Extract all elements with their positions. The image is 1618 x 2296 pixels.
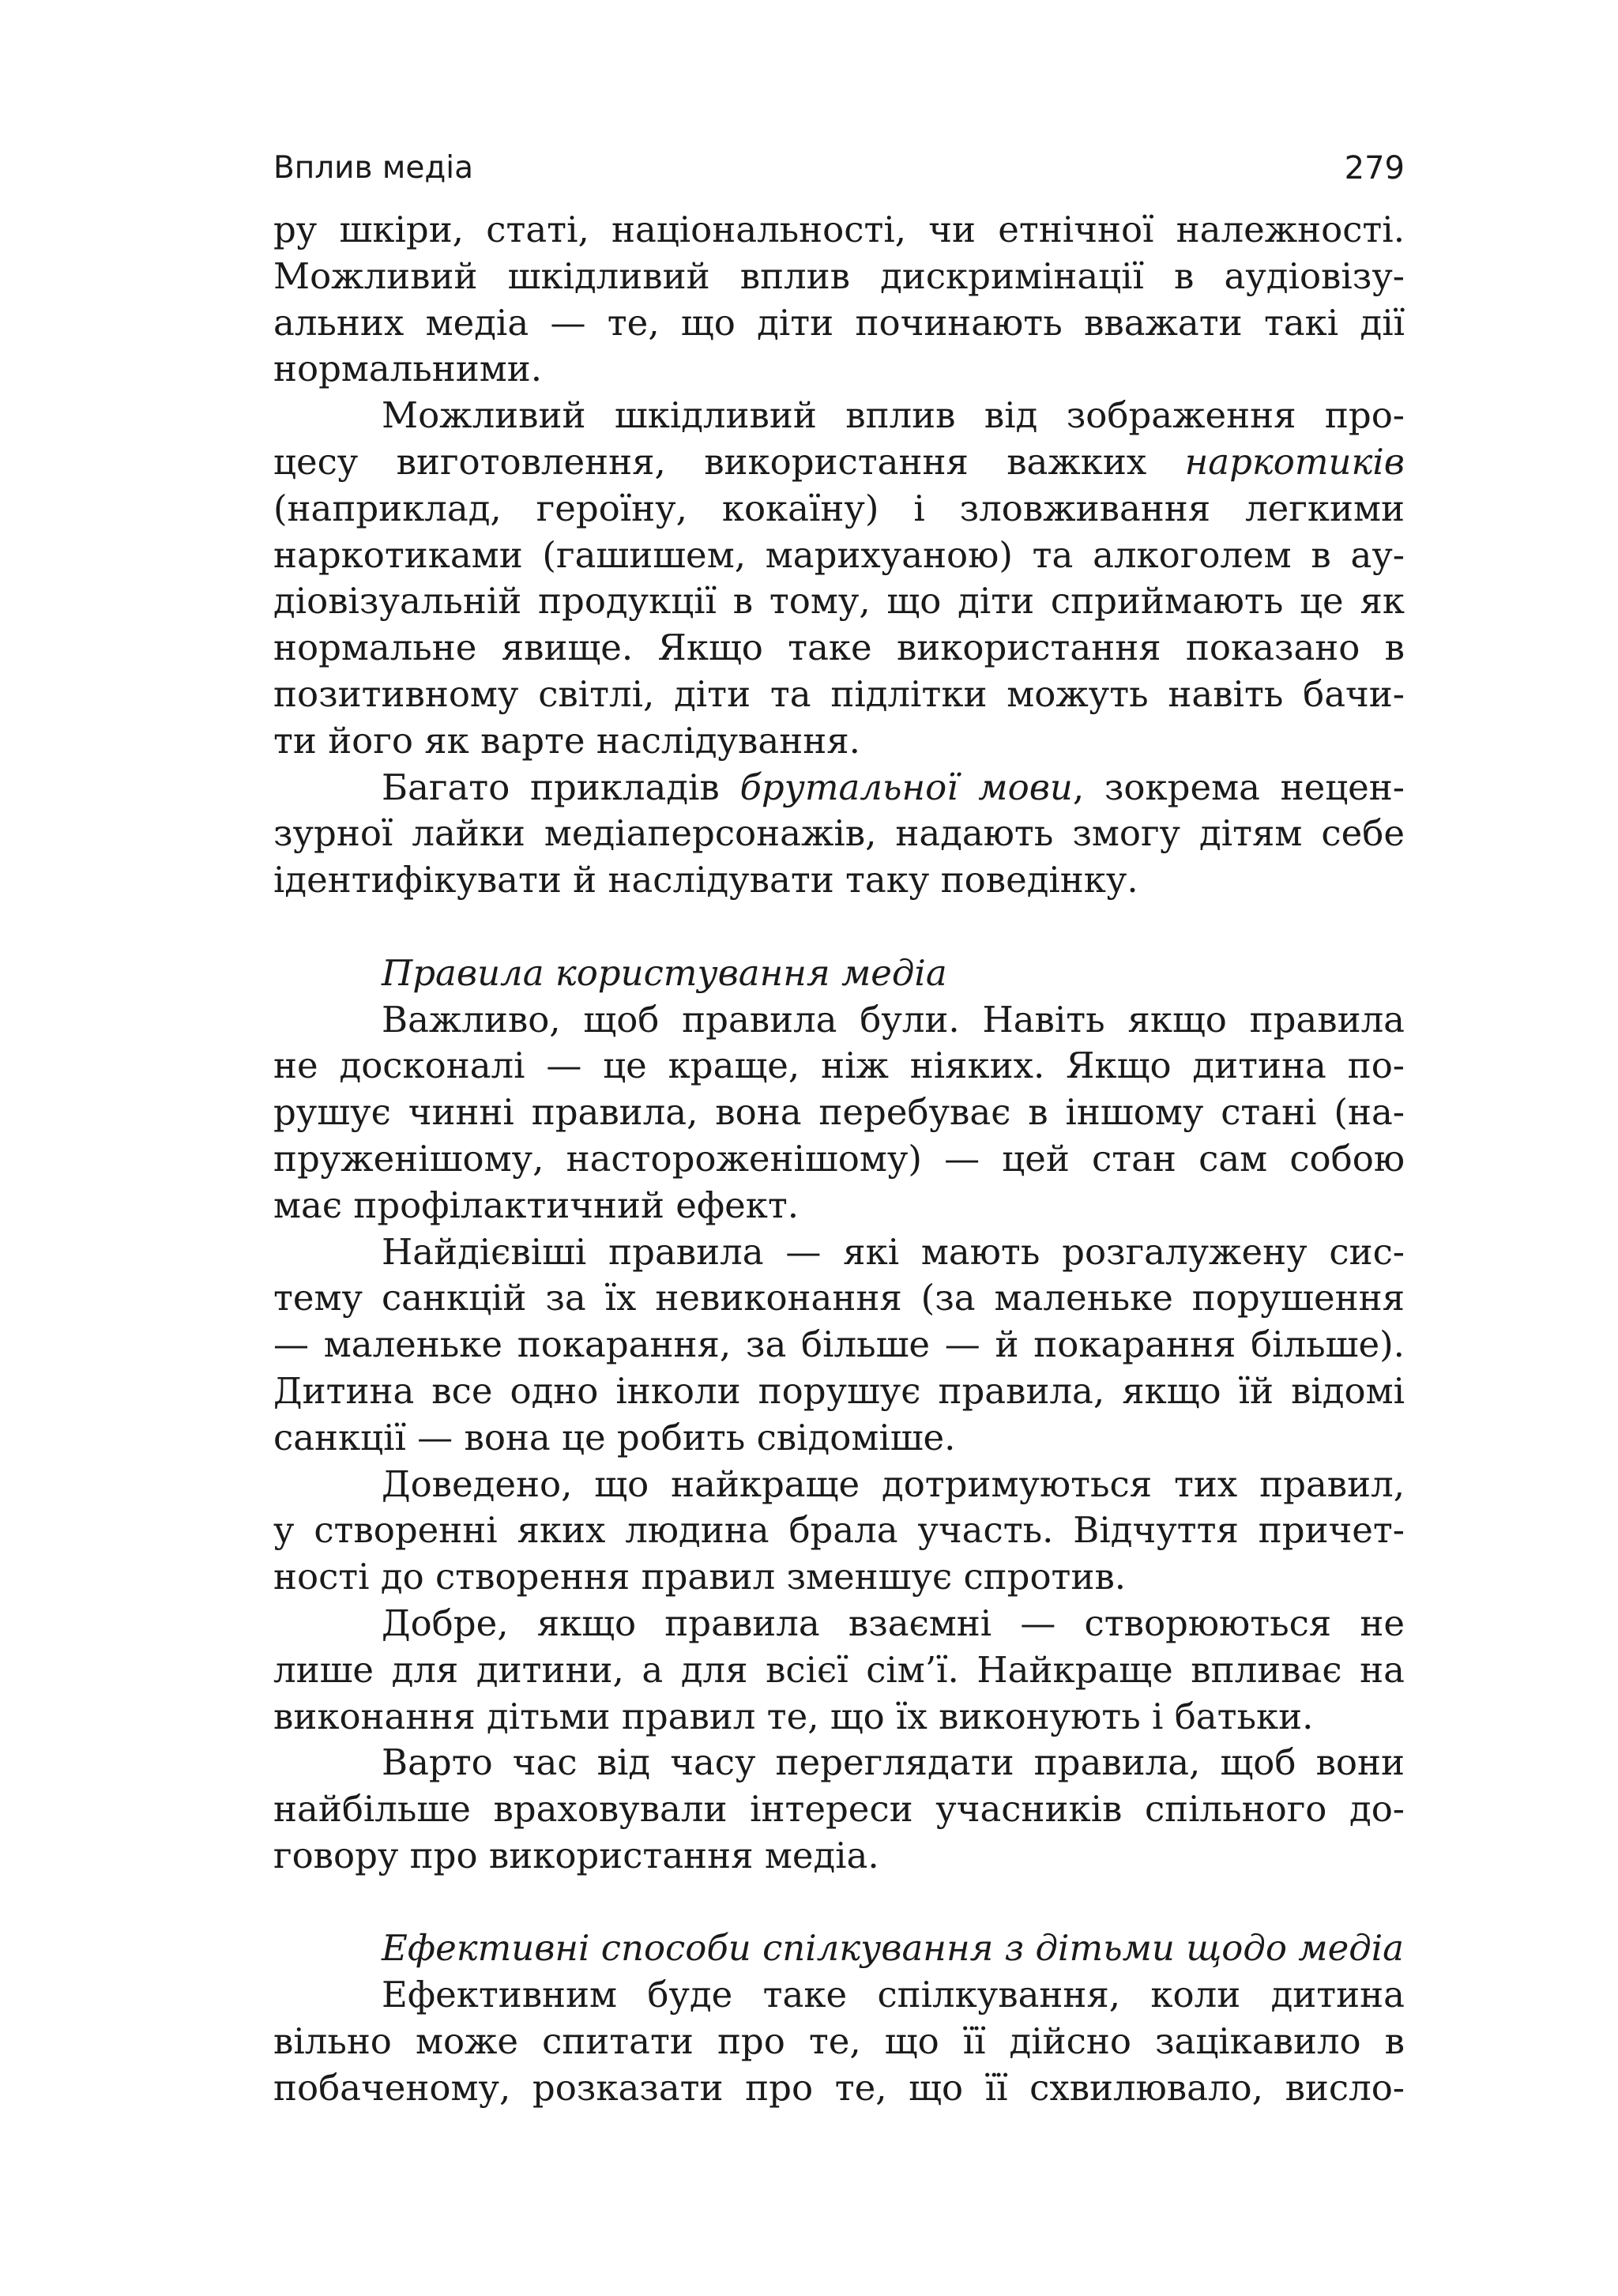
text-line bbox=[273, 1275, 1405, 1322]
text-line bbox=[273, 765, 1405, 811]
text-line bbox=[273, 1183, 1405, 1229]
text-segment: ти його як варте наслідування. bbox=[273, 719, 860, 762]
text-line bbox=[273, 1090, 1405, 1136]
text-line bbox=[273, 672, 1405, 718]
text-segment: — маленьке покарання, за більше — й покарання більше). bbox=[273, 1323, 1405, 1366]
text-segment: ру шкіри, статі, національності, чи етнічної належності. bbox=[273, 209, 1405, 250]
text-line bbox=[273, 857, 1405, 904]
text-segment: Можливий шкідливий вплив від зображення про- bbox=[382, 394, 1405, 437]
text-segment: виконання дітьми правил те, що їх виконують і батьки. bbox=[273, 1695, 1314, 1737]
text-segment: позитивному світлі, діти та підлітки можуть навіть бачи- bbox=[273, 672, 1405, 715]
text-line bbox=[273, 1368, 1405, 1415]
text-line bbox=[273, 1507, 1405, 1554]
text-segment: тему санкцій за їх невиконання (за маленьке порушення bbox=[273, 1277, 1405, 1319]
text-line bbox=[273, 486, 1405, 533]
text-segment: нормальне явище. Якщо таке використання показано в bbox=[273, 627, 1405, 669]
text-segment: Доведено, що найкраще дотримуються тих правил, bbox=[382, 1462, 1405, 1505]
text-segment: ідентифікувати й наслідувати таку поведінку. bbox=[273, 859, 1138, 901]
text-segment: лише для дитини, а для всієї сім’ї. Найкраще впливає на bbox=[273, 1648, 1405, 1691]
text-line bbox=[273, 1740, 1405, 1786]
text-line bbox=[273, 1136, 1405, 1183]
text-segment: , зокрема нецен- bbox=[1072, 766, 1405, 808]
text-segment: санкції — вона це робить свідоміше. bbox=[273, 1416, 956, 1459]
text-line bbox=[273, 439, 1405, 486]
section-heading bbox=[273, 950, 1405, 997]
text-segment: пруженішому, настороженішому) — цей стан сам собою bbox=[273, 1137, 1405, 1180]
text-segment: зурної лайки медіаперсонажів, надають змогу дітям себе bbox=[273, 812, 1405, 855]
text-segment: альних медіа — те, що діти починають вважати такі дії bbox=[273, 301, 1405, 344]
text-line bbox=[273, 1043, 1405, 1090]
text-line bbox=[273, 393, 1405, 439]
text-line bbox=[273, 1229, 1405, 1276]
italic-text: брутальної мови bbox=[739, 766, 1073, 808]
paragraph-gap bbox=[273, 1880, 1405, 1926]
text-segment: Важливо, щоб правила були. Навіть якщо правила bbox=[382, 998, 1405, 1041]
text-line bbox=[273, 1972, 1405, 2019]
text-segment: нормальними. bbox=[273, 348, 543, 390]
text-line bbox=[273, 207, 1405, 254]
text-line bbox=[273, 1786, 1405, 1833]
text-segment: Варто час від часу переглядати правила, щоб вони bbox=[382, 1741, 1405, 1784]
text-segment: не досконалі — це краще, ніж ніяких. Якщо дитина по- bbox=[273, 1044, 1405, 1087]
body-text bbox=[273, 207, 1405, 2112]
italic-text: Ефективні способи спілкування з дітьми щодо медіа bbox=[382, 1927, 1404, 1970]
paragraph-gap bbox=[273, 904, 1405, 950]
text-line bbox=[273, 1554, 1405, 1601]
text-line bbox=[273, 346, 1405, 393]
text-segment: (наприклад, героїну, кокаїну) і зловживання легкими bbox=[273, 487, 1405, 529]
text-line bbox=[273, 1415, 1405, 1462]
text-line bbox=[273, 811, 1405, 857]
text-line bbox=[273, 997, 1405, 1044]
page-number: 279 bbox=[1344, 150, 1405, 186]
text-line bbox=[273, 300, 1405, 347]
text-line bbox=[273, 254, 1405, 300]
text-segment: найбільше враховували інтереси учасників спільного до- bbox=[273, 1788, 1405, 1831]
text-segment: говору про використання медіа. bbox=[273, 1834, 879, 1876]
text-segment: Можливий шкідливий вплив дискримінації в аудіовізу- bbox=[273, 254, 1405, 297]
text-segment: Ефективним буде таке спілкування, коли дитина bbox=[382, 1974, 1405, 2016]
text-line bbox=[273, 1322, 1405, 1368]
text-segment: наркотиками (гашишем, марихуаною) та алкоголем в ау- bbox=[273, 533, 1405, 576]
text-segment: цесу виготовлення, використання важких bbox=[273, 440, 1185, 483]
text-segment: у створенні яких людина брала участь. Відчуття причет- bbox=[273, 1509, 1405, 1552]
text-segment: Добре, якщо правила взаємні — створюються не bbox=[382, 1602, 1405, 1644]
text-segment: побаченому, розказати про те, що її схвилювало, висло- bbox=[273, 2066, 1405, 2109]
text-segment: має профілактичний ефект. bbox=[273, 1184, 800, 1226]
text-line bbox=[273, 578, 1405, 625]
text-segment: Найдієвіші правила — які мають розгалужену сис- bbox=[382, 1230, 1405, 1273]
italic-text: Правила користування медіа bbox=[382, 951, 947, 994]
text-segment: вільно може спитати про те, що її дійсно зацікавило в bbox=[273, 2020, 1405, 2063]
text-line bbox=[273, 1601, 1405, 1647]
running-head bbox=[273, 149, 1405, 188]
text-segment: рушує чинні правила, вона перебуває в іншому стані (на- bbox=[273, 1091, 1405, 1134]
text-segment: ності до створення правил зменшує спротив. bbox=[273, 1556, 1127, 1598]
text-line bbox=[273, 2019, 1405, 2065]
text-line bbox=[273, 718, 1405, 765]
running-head-title: Вплив медіа bbox=[273, 150, 474, 186]
text-segment: діовізуальній продукції в тому, що діти сприймають це як bbox=[273, 580, 1405, 623]
section-heading bbox=[273, 1925, 1405, 1972]
text-line bbox=[273, 1833, 1405, 1880]
text-line bbox=[273, 1647, 1405, 1694]
text-line bbox=[273, 625, 1405, 672]
text-line bbox=[273, 1694, 1405, 1741]
italic-text: наркотиків bbox=[1184, 440, 1405, 483]
text-line bbox=[273, 533, 1405, 579]
text-line bbox=[273, 2065, 1405, 2112]
text-segment: Дитина все одно інколи порушує правила, якщо їй відомі bbox=[273, 1369, 1405, 1412]
text-line bbox=[273, 1462, 1405, 1508]
text-segment: Багато прикладів bbox=[382, 766, 740, 808]
